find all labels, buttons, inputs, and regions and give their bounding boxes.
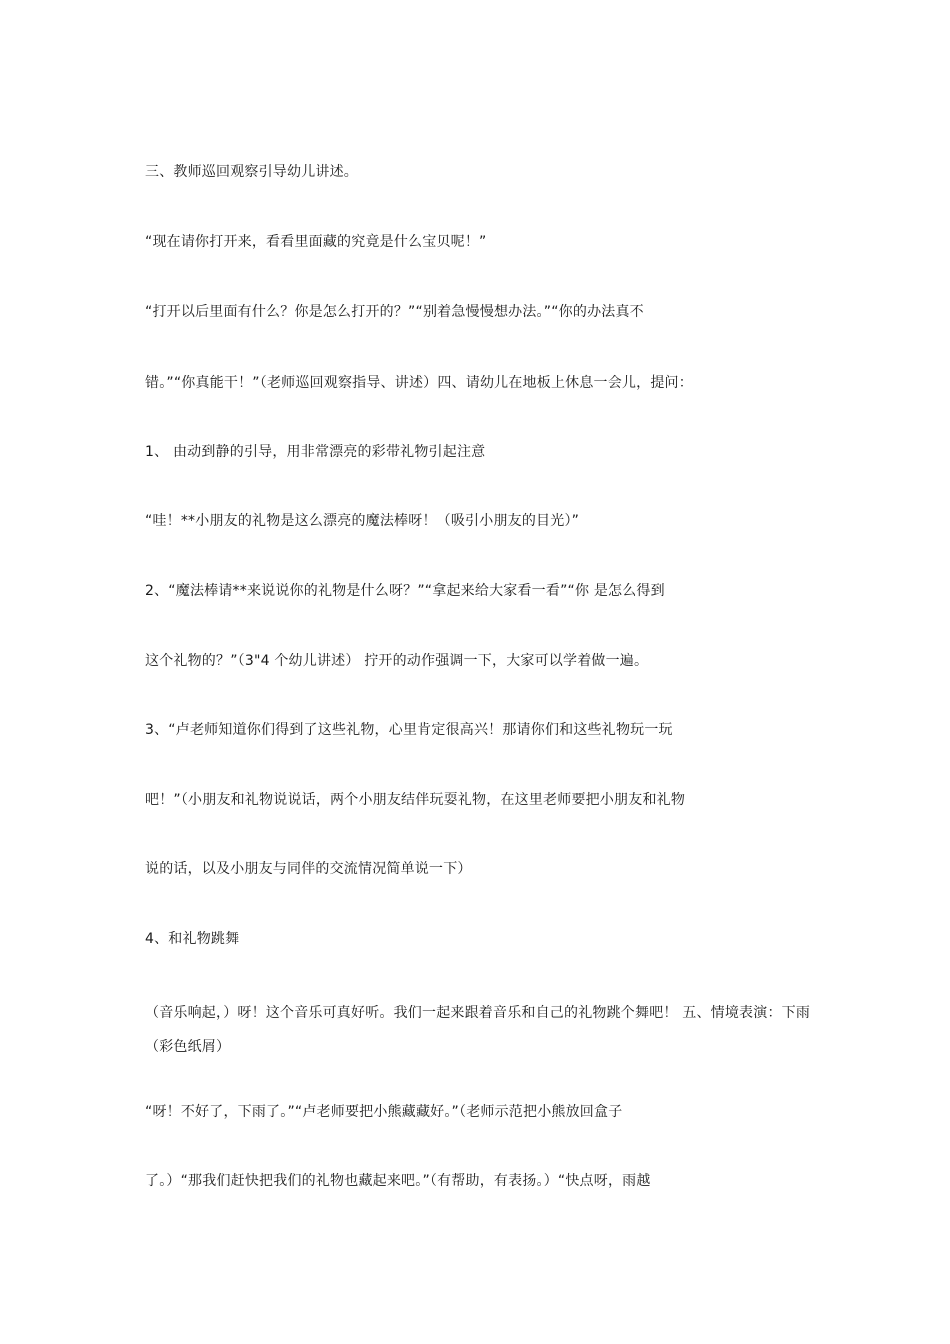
list-item-4: 4、和礼物跳舞 — [145, 931, 240, 947]
paragraph-line: 说的话，以及小朋友与同伴的交流情况简单说一下） — [145, 861, 472, 877]
list-item-2: 2、“魔法棒请**来说说你的礼物是什么呀？”“拿起来给大家看一看”“你 是怎么得到 — [145, 583, 665, 599]
paragraph-line: 错。”“你真能干！”（老师巡回观察指导、讲述）四、请幼儿在地板上休息一会儿，提问： — [145, 375, 693, 391]
paragraph-line: “现在请你打开来，看看里面藏的究竟是什么宝贝呢！” — [145, 234, 487, 250]
paragraph-line: 这个礼物的？”（3"4 个幼儿讲述） 拧开的动作强调一下，大家可以学着做一遍。 — [145, 653, 649, 669]
list-item-1: 1、 由动到静的引导，用非常漂亮的彩带礼物引起注意 — [145, 444, 486, 460]
paragraph-line: “呀！不好了，下雨了。”“卢老师要把小熊藏藏好。”（老师示范把小熊放回盒子 — [145, 1104, 623, 1120]
paragraph-line: “打开以后里面有什么？你是怎么打开的？”“别着急慢慢想办法。”“你的办法真不 — [145, 304, 644, 320]
paragraph-line: 了。）“那我们赶快把我们的礼物也藏起来吧。”（有帮助，有表扬。）“快点呀，雨越 — [145, 1173, 651, 1189]
list-item-3: 3、“卢老师知道你们得到了这些礼物，心里肯定很高兴！那请你们和这些礼物玩一玩 — [145, 722, 673, 738]
paragraph-line: 吧！”（小朋友和礼物说说话，两个小朋友结伴玩耍礼物，在这里老师要把小朋友和礼物 — [145, 792, 686, 808]
section-heading-3: 三、教师巡回观察引导幼儿讲述。 — [145, 164, 358, 180]
paragraph-line: “哇！**小朋友的礼物是这么漂亮的魔法棒呀！（吸引小朋友的目光）” — [145, 513, 580, 529]
paragraph-block: （音乐响起，）呀！这个音乐可真好听。我们一起来跟着音乐和自己的礼物跳个舞吧！ 五、情境表演：下雨（彩色纸屑） — [145, 1005, 811, 1055]
